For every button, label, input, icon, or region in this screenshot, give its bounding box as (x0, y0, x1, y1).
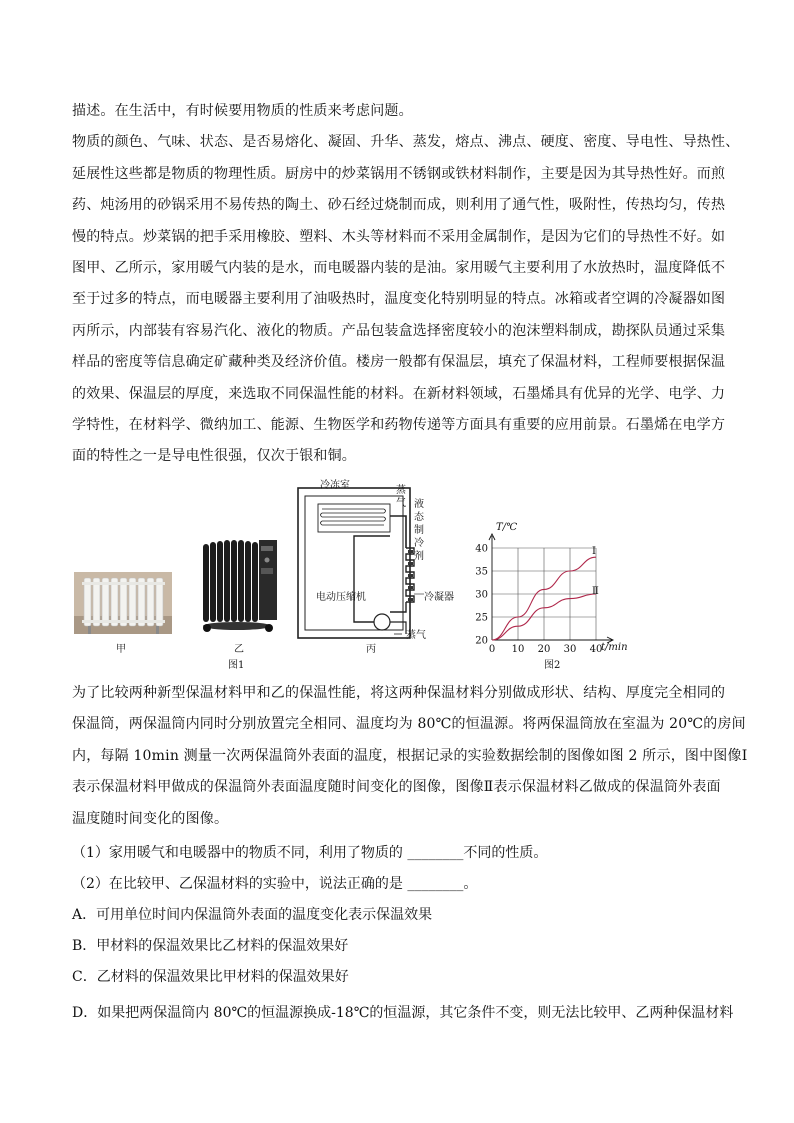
option-a: A．可用单位时间内保温筒外表面的温度变化表示保温效果 (72, 907, 433, 923)
x-tick-label: 20 (537, 644, 551, 655)
series-I-label: Ⅰ (592, 546, 596, 557)
intro-line: 至于过多的特点，而电暖器主要利用了油吸热时，温度变化特别明显的特点。冰箱或者空调的冷凝器如图 (72, 291, 726, 308)
intro-line: 图甲、乙所示，家用暖气内装的是水，而电暖器内装的是油。家用暖气主要利用了水放热时，温度降低不 (72, 260, 726, 277)
intro-line: 的效果、保温层的厚度，来选取不同保温性能的材料。在新材料领域，石墨烯具有优异的光学、电学、力 (72, 385, 726, 402)
chart-xlabel: t/min (601, 642, 628, 653)
option-d: D．如果把两保温筒内 80℃的恒温源换成-18℃的恒温源，其它条件不变，则无法比较甲、乙两种保温材料 (72, 1005, 734, 1021)
experiment-line: 内，每隔 10min 测量一次两保温筒外表面的温度，根据记录的实验数据绘制的图像如图 2 所示，图中图像Ⅰ (72, 747, 748, 764)
x-tick-label: 10 (511, 644, 525, 655)
intro-line: 延展性这些都是物质的物理性质。厨房中的炒菜锅用不锈钢或铁材料制作，主要是因为其导热性好。而煎 (72, 165, 726, 182)
intro-line: 学特性，在材料学、微纳加工、能源、生物医学和药物传递等方面具有重要的应用前景。石墨烯在电学方 (72, 417, 726, 434)
label-jia: 甲 (116, 644, 126, 655)
x-tick-label: 30 (563, 644, 577, 655)
experiment-line: 为了比较两种新型保温材料甲和乙的保温性能，将这两种保温材料分别做成形状、结构、厚度完全相同的 (72, 685, 726, 701)
y-tick-label: 25 (475, 612, 488, 624)
steam-bottom-label: 蒸气 (406, 630, 426, 641)
steam-top-label: 蒸 气 (396, 485, 406, 509)
intro-paragraph (72, 96, 740, 473)
freezer-label: 冷冻室 (320, 480, 350, 491)
temperature-chart (470, 520, 640, 658)
condenser-label: 冷凝器 (424, 592, 454, 603)
intro-line: 描述。在生活中，有时候要用物质的性质来考虑问题。 (72, 103, 413, 119)
oil-heater-image (197, 536, 283, 634)
series-II-label: Ⅱ (592, 586, 599, 597)
intro-line: 物质的颜色、气味、状态、是否易熔化、凝固、升华、蒸发，熔点、沸点、硬度、密度、导电性、导热性、 (72, 134, 740, 151)
x-tick-label: 40 (589, 644, 603, 655)
liquid-refrigerant-label: 液 态 制 冷 剂 (414, 499, 424, 562)
x-tick-label: 0 (488, 644, 496, 655)
refrigerator-diagram (290, 476, 462, 642)
chart-ylabel: T/℃ (496, 522, 518, 533)
label-yi: 乙 (234, 644, 244, 655)
label-bing: 丙 (366, 644, 376, 655)
y-tick-label: 40 (475, 543, 488, 555)
option-b: B．甲材料的保温效果比乙材料的保温效果好 (72, 938, 349, 954)
experiment-paragraph (72, 678, 748, 835)
intro-line: 慢的特点。炒菜锅的把手采用橡胶、塑料、木头等材料而不采用金属制作，是因为它们的导热性不好。如 (72, 228, 726, 245)
y-tick-label: 20 (475, 635, 488, 647)
experiment-line: 表示保温材料甲做成的保温筒外表面温度随时间变化的图像，图像Ⅱ表示保温材料乙做成的保温筒外表面 (72, 779, 721, 796)
radiator-image (74, 572, 172, 634)
intro-line: 样品的密度等信息确定矿藏种类及经济价值。楼房一般都有保温层，填充了保温材料，工程师要根据保温 (72, 354, 726, 371)
y-tick-label: 30 (475, 589, 488, 601)
compressor-label: 电动压缩机 (316, 592, 366, 603)
option-c: C．乙材料的保温效果比甲材料的保温效果好 (72, 969, 349, 985)
y-tick-label: 35 (475, 566, 488, 578)
experiment-line: 温度随时间变化的图像。 (72, 810, 229, 827)
question-1: （1）家用暖气和电暖器中的物质不同，利用了物质的 ________不同的性质。 (72, 845, 548, 861)
intro-line: 丙所示，内部装有容易汽化、液化的物质。产品包装盒选择密度较小的泡沫塑料制成，勘探队员通过采集 (72, 322, 726, 339)
figure1-caption: 图1 (228, 660, 245, 671)
experiment-line: 保温筒，两保温筒内同时分别放置完全相同、温度均为 80℃的恒温源。将两保温筒放在室温为 20℃的房间 (72, 716, 746, 733)
figure2-caption: 图2 (544, 660, 561, 671)
question-2: （2）在比较甲、乙保温材料的实验中，说法正确的是 ________。 (72, 876, 478, 892)
intro-line: 药、炖汤用的砂锅采用不易传热的陶土、砂石经过烧制而成，则利用了通气性，吸附性，传热均匀，传热 (72, 197, 726, 214)
chart-grid (492, 548, 596, 640)
intro-line: 面的特性之一是导电性很强，仅次于银和铜。 (72, 448, 356, 465)
